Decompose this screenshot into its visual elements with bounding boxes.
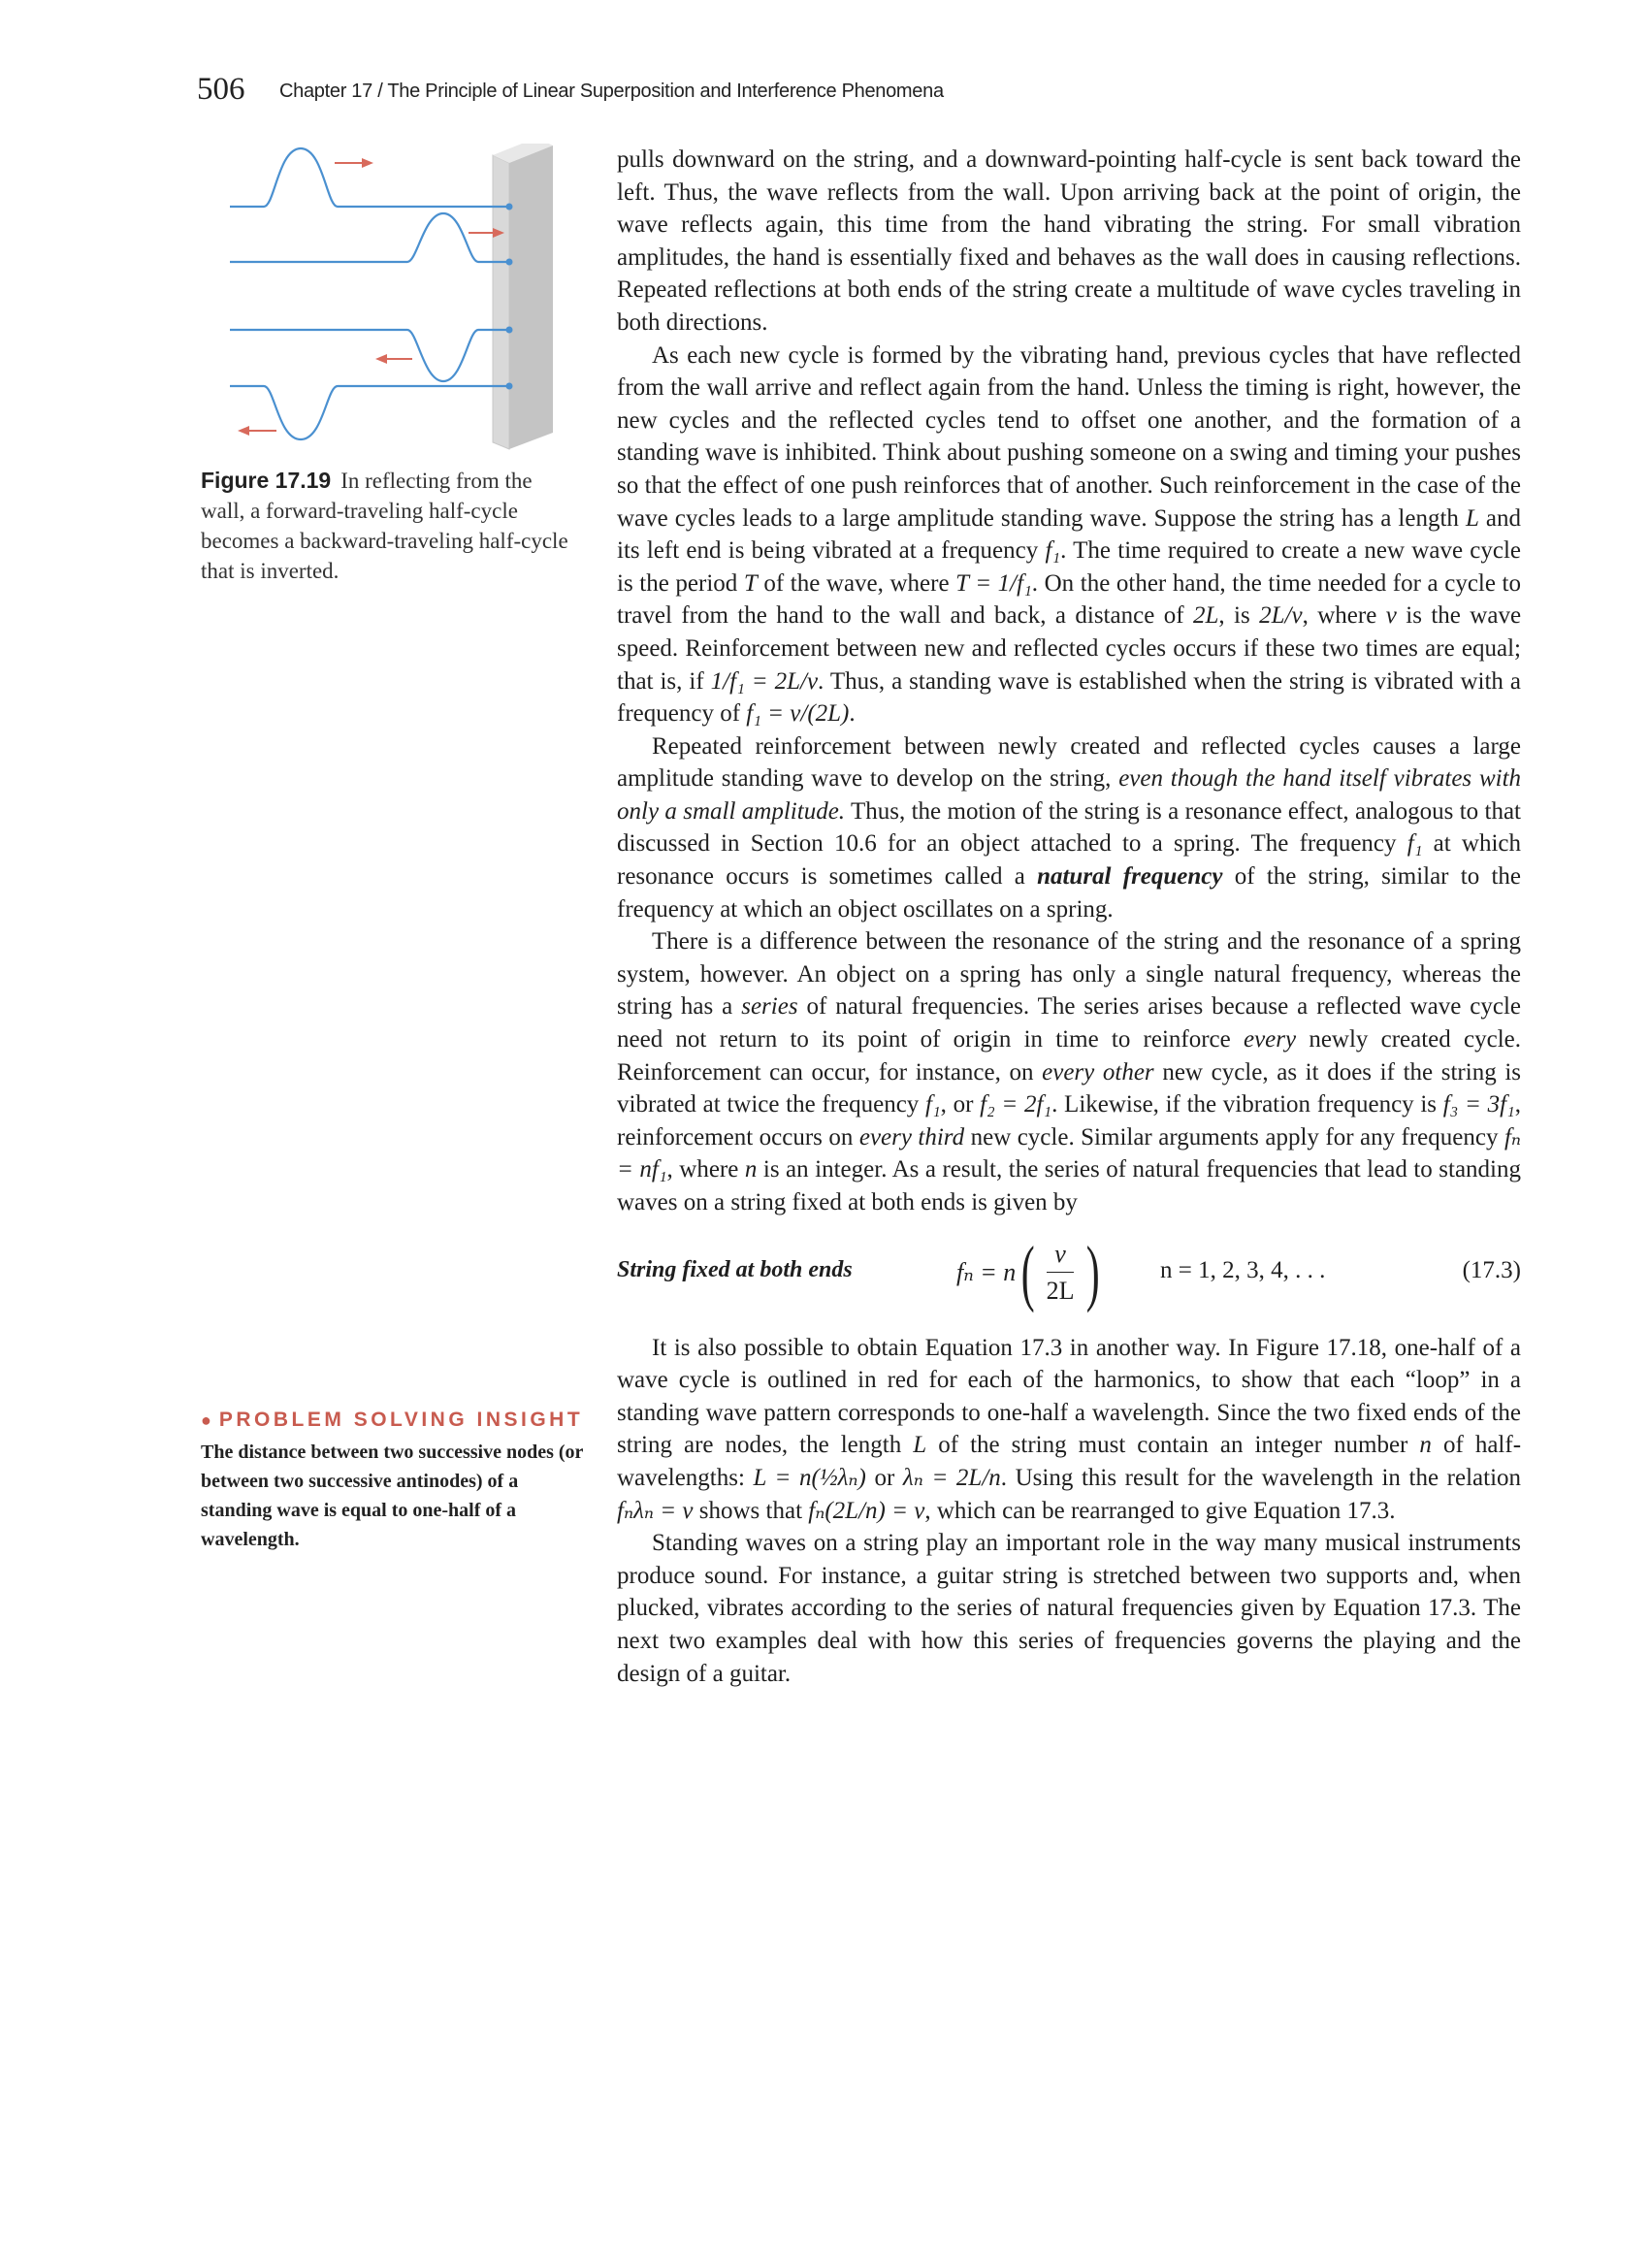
equation-number: (17.3) (1462, 1256, 1521, 1283)
page-number: 506 (197, 72, 245, 107)
wall-front (493, 155, 509, 449)
wall-node-2 (506, 259, 513, 266)
wave-row-3 (230, 330, 509, 381)
paragraph-3: Repeated reinforcement between newly created and reflected cycles causes a large amplitude standing wave to develop on the string, even though the hand itself vibrates with only a small amplitude. Thus, the motion of the string is a resonance effect, analogous to that discussed in Section 10.6 for an object attached to a spring. The frequency f₁ at which resonance occurs is sometimes called a natural frequency of the string, similar to the frequency at which an object oscillates on a spring. (617, 732, 1522, 923)
insight-text: The distance between two successive nodes (or between two successive antinodes) of a standing wave is equal to one-half of a wavelength. (201, 1442, 584, 1550)
wall-face (509, 146, 553, 449)
figure-17-19-wave-reflection (218, 144, 567, 464)
paragraph-2: As each new cycle is formed by the vibrating hand, previous cycles that have reflected from the wall arrive and reflect again from the hand. Unless the timing is right, however, the new cycles and the reflected cycles tend to offset one another, and the formation of a standing wave is inhibited. Think about pushing someone on a swing and timing your pushes so that the effect of one push reinforces that of another. Such reinforcement in the case of the wave cycles leads to a large amplitude standing wave. Suppose the string has a length L and its left end is being vibrated at a frequency f₁. The time required to create a new wave cycle is the period T of the wave, where T = 1/f₁. On the other hand, the time needed for a cycle to travel from the hand to the wall and back, a distance of 2L, is 2L/v, where v is the wave speed. Reinforcement between new and reflected cycles occurs if these two times are equal; that is, if 1/f₁ = 2L/v. Thus, a standing wave is established when the string is vibrated with a frequency of f₁ = v/(2L). (617, 341, 1522, 728)
figure-caption (201, 466, 579, 586)
equation-condition: n = 1, 2, 3, 4, . . . (1160, 1256, 1326, 1283)
insight-title: ● PROBLEM SOLVING INSIGHT (201, 1409, 584, 1431)
main-text-column (617, 144, 1521, 1690)
paragraph-4: There is a difference between the resonance of the string and the resonance of a spring system, however. An object on a spring has only a single natural frequency, whereas the string has a series of natural frequencies. The series arises because a reflected wave cycle need not return to its point of origin in time to reinforce every newly created cycle. Reinforcement can occur, for instance, on every other new cycle, as it does if the string is vibrated at twice the frequency f₁, or f₂ = 2f₁. Likewise, if the vibration frequency is f₃ = 3f₁, reinforcement occurs on every third new cycle. Similar arguments apply for any frequency fₙ = nf₁, where n is an integer. As a result, the series of natural frequencies that lead to standing waves on a string fixed at both ends is given by (617, 928, 1522, 1215)
figure-label: Figure 17.19 (201, 468, 332, 493)
equation-17-3 (617, 1221, 1521, 1324)
problem-solving-insight (201, 1409, 589, 1554)
wall-node-3 (506, 327, 513, 334)
equation-label: String fixed at both ends (617, 1256, 853, 1282)
bullet-icon: ● (201, 1410, 211, 1430)
figure-caption-text: In reflecting from the wall, a forward-traveling half-cycle becomes a backward-traveling half-cycle that is inverted. (201, 469, 568, 583)
running-head: Chapter 17 / The Principle of Linear Superposition and Interference Phenomena (279, 81, 944, 102)
wall-node-1 (506, 204, 513, 211)
paragraph-5: It is also possible to obtain Equation 17.3 in another way. In Figure 17.18, one-half of a wave cycle is outlined in red for each of the harmonics, to show that each “loop” in a standing wave pattern corresponds to one-half a wavelength. Since the two fixed ends of the string are nodes, the length L of the string must contain an integer number n of half-wavelengths: L = n(½λₙ) or λₙ = 2L/n. Using this result for the wavelength in the relation fₙλₙ = v shows that fₙ(2L/n) = v, which can be rearranged to give Equation 17.3. (617, 1334, 1522, 1524)
key-term-natural-frequency: natural frequency (1037, 863, 1223, 891)
wave-row-1 (230, 148, 509, 207)
wave-row-2 (230, 213, 509, 262)
equation-formula: fₙ = n ( $\frac{v}{2L}$ ) (956, 1231, 1100, 1313)
wall-node-4 (506, 383, 513, 390)
paragraph-6: Standing waves on a string play an important role in the way many musical instruments produce sound. For instance, a guitar string is stretched between two supports and, when plucked, vibrates according to the series of natural frequencies given by Equation 17.3. The next two examples deal with how this series of frequencies governs the playing and the design of a guitar. (617, 1530, 1521, 1687)
paragraph-1: pulls downward on the string, and a downward-pointing half-cycle is sent back toward the left. Thus, the wave reflects from the wall. Upon arriving back at the point of origin, the wave reflects again, this time from the hand vibrating the string. For small vibration amplitudes, the hand is essentially fixed and behaves as the wall does in causing reflections. Repeated reflections at both ends of the string create a multitude of wave cycles traveling in both directions. (617, 146, 1521, 336)
